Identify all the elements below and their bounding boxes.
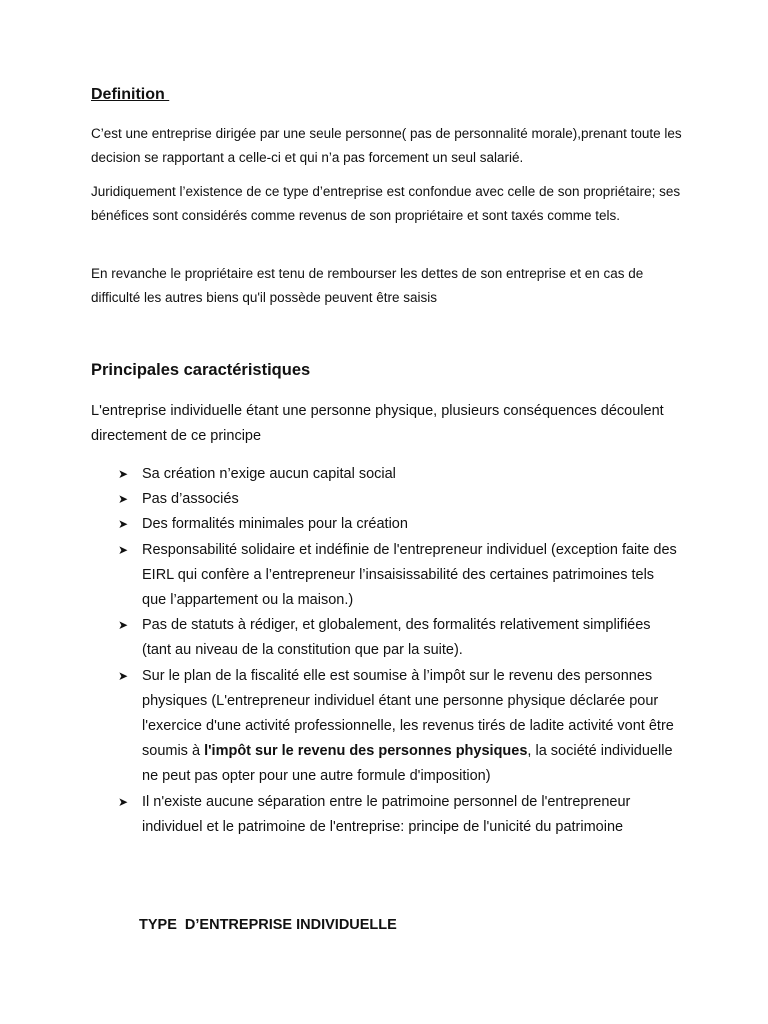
list-item-bold-run: l'impôt sur le revenu des personnes physiques — [204, 743, 528, 760]
arrowhead-bullet-icon: ➤ — [118, 794, 129, 809]
list-item-text: Sa création n’exige aucun capital social — [142, 466, 396, 482]
list-item-text: Responsabilité solidaire et indéfinie de l'entrepreneur individuel (exception faite des EIRL qui confère a l’entrepreneur l’insaisissabilité des certaines patrimoines tels que l’appartement ou la maison.) — [142, 541, 677, 609]
list-item — [118, 790, 678, 840]
list-item-text — [142, 668, 674, 785]
list-item — [118, 462, 678, 487]
arrowhead-bullet-icon: ➤ — [118, 542, 129, 557]
list-item-text: Des formalités minimales pour la création — [142, 516, 408, 533]
list-item — [118, 487, 678, 512]
arrowhead-bullet-icon: ➤ — [118, 492, 129, 507]
list-item-text: Il n'existe aucune séparation entre le patrimoine personnel de l'entrepreneur individuel et le patrimoine de l'entreprise: principe de l'unicité du patrimoine — [142, 793, 631, 835]
list-item-text-run: , la société individuelle ne peut pas opter pour une autre formule d'imposition) — [142, 743, 673, 785]
list-item — [118, 512, 678, 537]
arrowhead-bullet-icon: ➤ — [118, 618, 129, 633]
type-heading: TYPE D’ENTREPRISE INDIVIDUELLE — [139, 917, 397, 933]
definition-paragraph: Juridiquement l’existence de ce type d’entreprise est confondue avec celle de son propriétaire; ses bénéfices sont considérés comme revenus de son propriétaire et sont taxés comme tels. — [91, 184, 681, 223]
characteristics-intro: L'entreprise individuelle étant une personne physique, plusieurs conséquences découlent directement de ce principe — [91, 403, 664, 444]
arrowhead-bullet-icon: ➤ — [118, 668, 129, 683]
arrowhead-bullet-icon: ➤ — [118, 467, 129, 481]
list-item-text: Pas d’associés — [142, 491, 239, 508]
list-item-text-run: Sur le plan de la fiscalité elle est soumise à l’impôt sur le revenu des personnes physiques (L'entrepreneur individuel étant une personne physique déclarée pour l'exercice d'une activité professionnelle, les revenus tirés de ladite activité vont être soumis à — [142, 667, 674, 760]
list-item — [118, 538, 678, 614]
list-item — [118, 613, 678, 663]
list-item-text: Pas de statuts à rédiger, et globalement, des formalités relativement simplifiées (tant au niveau de la constitution que par la suite). — [142, 617, 651, 659]
definition-heading: Definition — [91, 86, 170, 103]
definition-paragraph: En revanche le propriétaire est tenu de rembourser les dettes de son entreprise et en cas de difficulté les autres biens qu'il possède peuvent être saisis — [91, 266, 644, 305]
definition-paragraph: C’est une entreprise dirigée par une seule personne( pas de personnalité morale),prenant toute les decision se rapportant a celle-ci et qui n’a pas forcement un seul salarié. — [91, 126, 682, 165]
arrowhead-bullet-icon: ➤ — [118, 517, 129, 532]
list-item — [118, 664, 678, 790]
characteristics-list — [118, 462, 678, 840]
characteristics-heading: Principales caractéristiques — [91, 361, 311, 379]
